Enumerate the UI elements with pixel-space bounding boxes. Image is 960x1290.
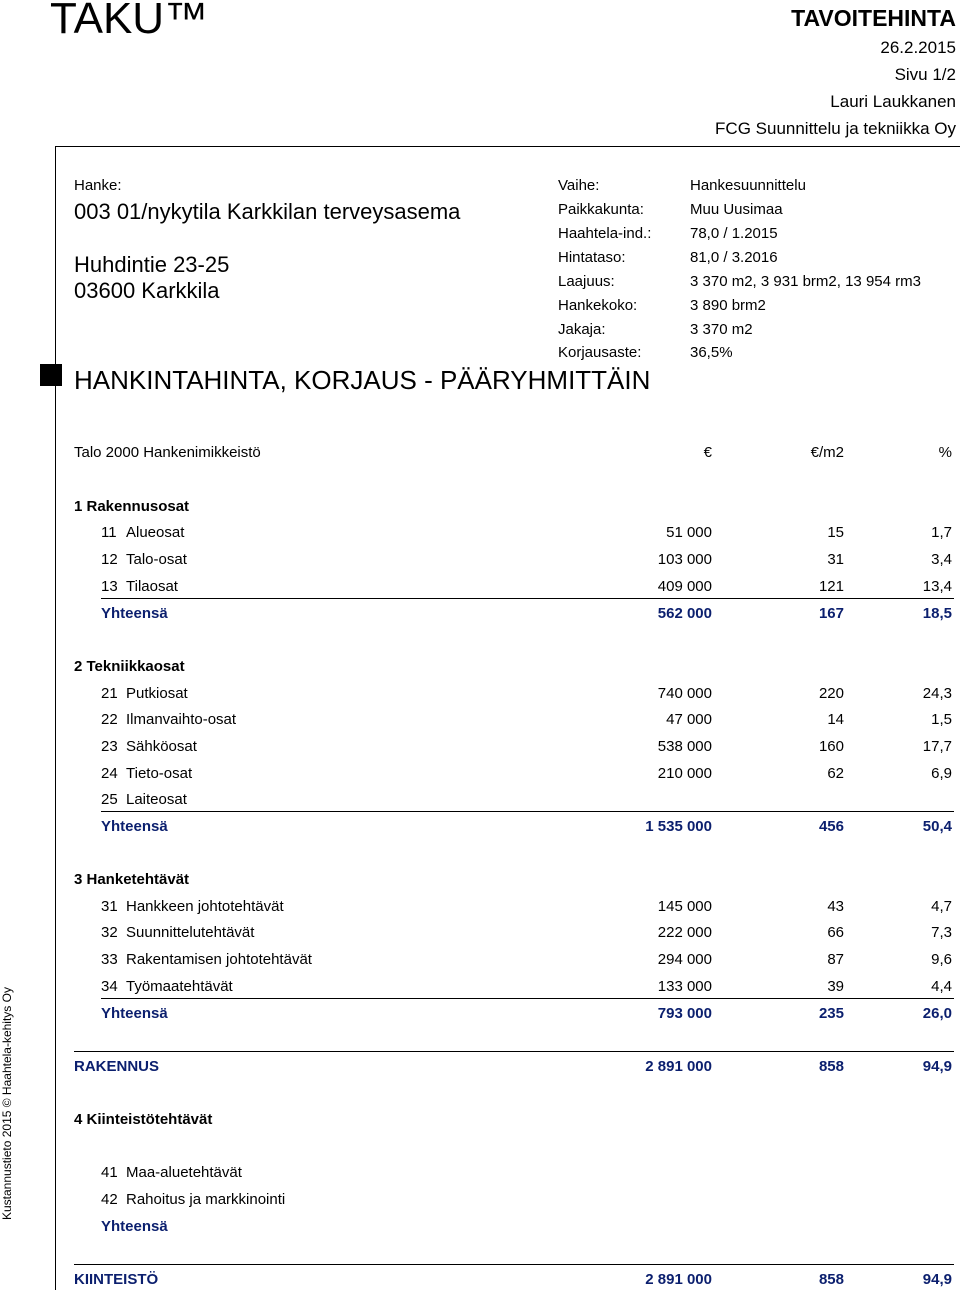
total-pct: 50,4	[922, 818, 952, 835]
group-title: 3 Hanketehtävät	[74, 871, 190, 888]
row-pct: 17,7	[922, 738, 952, 755]
info-key: Hintataso:	[558, 249, 626, 266]
row-eur-m2: 14	[827, 711, 844, 728]
row-name: Työmaatehtävät	[126, 978, 233, 995]
row-eur: 740 000	[657, 685, 712, 702]
row-pct: 3,4	[931, 551, 952, 568]
row-name: Alueosat	[126, 524, 185, 541]
info-value: 3 370 m2, 3 931 brm2, 13 954 rm3	[690, 273, 921, 290]
row-code: 13	[101, 578, 118, 595]
info-key: Laajuus:	[558, 273, 615, 290]
total-eur-m2: 456	[818, 818, 844, 835]
row-eur: 222 000	[657, 924, 712, 941]
info-key: Jakaja:	[558, 321, 606, 338]
frame-left-rule	[55, 146, 56, 1290]
copyright-side-note: Kustannustieto 2015 © Haahtela-kehitys Oy	[0, 987, 14, 1220]
row-name: Laiteosat	[126, 791, 187, 808]
row-name: Talo-osat	[126, 551, 187, 568]
row-eur: 538 000	[657, 738, 712, 755]
grand-total-rule	[74, 1051, 954, 1052]
row-code: 41	[101, 1164, 118, 1181]
row-code: 34	[101, 978, 118, 995]
row-eur-m2: 31	[827, 551, 844, 568]
row-pct: 4,4	[931, 978, 952, 995]
total-rule	[101, 598, 954, 599]
row-name: Ilmanvaihto-osat	[126, 711, 237, 728]
author-name: Lauri Laukkanen	[830, 92, 956, 111]
total-label: Yhteensä	[101, 605, 168, 622]
document-date: 26.2.2015	[880, 38, 956, 57]
info-key: Hankekoko:	[558, 297, 638, 314]
page-number: Sivu 1/2	[894, 65, 956, 84]
row-eur: 409 000	[657, 578, 712, 595]
row-eur-m2: 15	[827, 524, 844, 541]
document-title: TAVOITEHINTA	[791, 5, 956, 31]
row-eur-m2: 121	[818, 578, 844, 595]
row-eur-m2: 160	[818, 738, 844, 755]
total-eur: 1 535 000	[645, 818, 712, 835]
row-code: 42	[101, 1191, 118, 1208]
row-eur-m2: 39	[827, 978, 844, 995]
total-label: Yhteensä	[101, 1005, 168, 1022]
row-pct: 9,6	[931, 951, 952, 968]
row-code: 24	[101, 765, 118, 782]
project-label: Hanke:	[74, 177, 122, 194]
total-eur: 562 000	[657, 605, 712, 622]
total-eur-m2: 167	[818, 605, 844, 622]
row-eur: 47 000	[666, 711, 712, 728]
row-pct: 6,9	[931, 765, 952, 782]
total-eur: 793 000	[657, 1005, 712, 1022]
heading-marker	[40, 364, 62, 386]
info-value: 36,5%	[690, 344, 733, 361]
project-city: 03600 Karkkila	[74, 278, 220, 303]
row-eur: 294 000	[657, 951, 712, 968]
row-eur: 103 000	[657, 551, 712, 568]
row-name: Tilaosat	[126, 578, 178, 595]
row-pct: 7,3	[931, 924, 952, 941]
row-pct: 4,7	[931, 898, 952, 915]
project-street: Huhdintie 23-25	[74, 252, 230, 277]
row-pct: 1,7	[931, 524, 952, 541]
row-code: 11	[101, 524, 117, 541]
kiinteisto-eur-m2: 858	[818, 1271, 844, 1288]
row-pct: 13,4	[922, 578, 952, 595]
row-pct: 24,3	[922, 685, 952, 702]
rakennus-label: RAKENNUS	[74, 1058, 160, 1075]
info-key: Korjausaste:	[558, 344, 642, 361]
grand-total-rule	[74, 1264, 954, 1265]
row-code: 31	[101, 898, 118, 915]
group-title: 1 Rakennusosat	[74, 498, 190, 515]
column-header-eur: €	[703, 444, 712, 461]
row-eur-m2: 220	[818, 685, 844, 702]
row-eur-m2: 43	[827, 898, 844, 915]
info-value: 3 370 m2	[690, 321, 753, 338]
row-code: 32	[101, 924, 118, 941]
row-name: Hankkeen johtotehtävät	[126, 898, 284, 915]
info-value: Hankesuunnittelu	[690, 177, 806, 194]
info-value: 3 890 brm2	[690, 297, 766, 314]
row-code: 25	[101, 791, 118, 808]
group-title: 2 Tekniikkaosat	[74, 658, 185, 675]
rakennus-eur: 2 891 000	[645, 1058, 712, 1075]
row-name: Rakentamisen johtotehtävät	[126, 951, 312, 968]
column-header-pct: %	[938, 444, 952, 461]
row-eur: 51 000	[666, 524, 712, 541]
info-value: 81,0 / 3.2016	[690, 249, 778, 266]
row-code: 22	[101, 711, 118, 728]
company-name: FCG Suunnittelu ja tekniikka Oy	[715, 119, 956, 138]
page-heading: HANKINTAHINTA, KORJAUS - PÄÄRYHMITTÄIN	[74, 365, 651, 395]
row-code: 21	[101, 685, 118, 702]
row-eur-m2: 62	[827, 765, 844, 782]
row-eur-m2: 87	[827, 951, 844, 968]
table-title: Talo 2000 Hankenimikkeistö	[74, 444, 261, 461]
total-rule	[101, 998, 954, 999]
row-eur: 210 000	[657, 765, 712, 782]
total-label: Yhteensä	[101, 1218, 168, 1235]
row-name: Sähköosat	[126, 738, 197, 755]
kiinteisto-label: KIINTEISTÖ	[74, 1271, 159, 1288]
column-header-eur-m2: €/m2	[810, 444, 844, 461]
rakennus-pct: 94,9	[922, 1058, 952, 1075]
row-eur: 133 000	[657, 978, 712, 995]
total-rule	[101, 811, 954, 812]
row-name: Maa-aluetehtävät	[126, 1164, 242, 1181]
total-label: Yhteensä	[101, 818, 168, 835]
kiinteisto-pct: 94,9	[922, 1271, 952, 1288]
row-code: 33	[101, 951, 118, 968]
info-key: Haahtela-ind.:	[558, 225, 652, 242]
info-key: Vaihe:	[558, 177, 600, 194]
row-eur-m2: 66	[827, 924, 844, 941]
info-value: 78,0 / 1.2015	[690, 225, 778, 242]
total-eur-m2: 235	[818, 1005, 844, 1022]
row-name: Putkiosat	[126, 685, 188, 702]
info-value: Muu Uusimaa	[690, 201, 783, 218]
row-name: Suunnittelutehtävät	[126, 924, 255, 941]
row-pct: 1,5	[931, 711, 952, 728]
row-eur: 145 000	[657, 898, 712, 915]
frame-top-rule	[55, 146, 960, 147]
rakennus-eur-m2: 858	[818, 1058, 844, 1075]
total-pct: 18,5	[922, 605, 952, 622]
row-code: 12	[101, 551, 118, 568]
row-code: 23	[101, 738, 118, 755]
logo: TAKU™	[50, 0, 209, 43]
row-name: Tieto-osat	[126, 765, 193, 782]
total-pct: 26,0	[922, 1005, 952, 1022]
info-key: Paikkakunta:	[558, 201, 644, 218]
group-title: 4 Kiinteistötehtävät	[74, 1111, 213, 1128]
row-name: Rahoitus ja markkinointi	[126, 1191, 286, 1208]
kiinteisto-eur: 2 891 000	[645, 1271, 712, 1288]
project-name: 003 01/nykytila Karkkilan terveysasema	[74, 199, 461, 224]
